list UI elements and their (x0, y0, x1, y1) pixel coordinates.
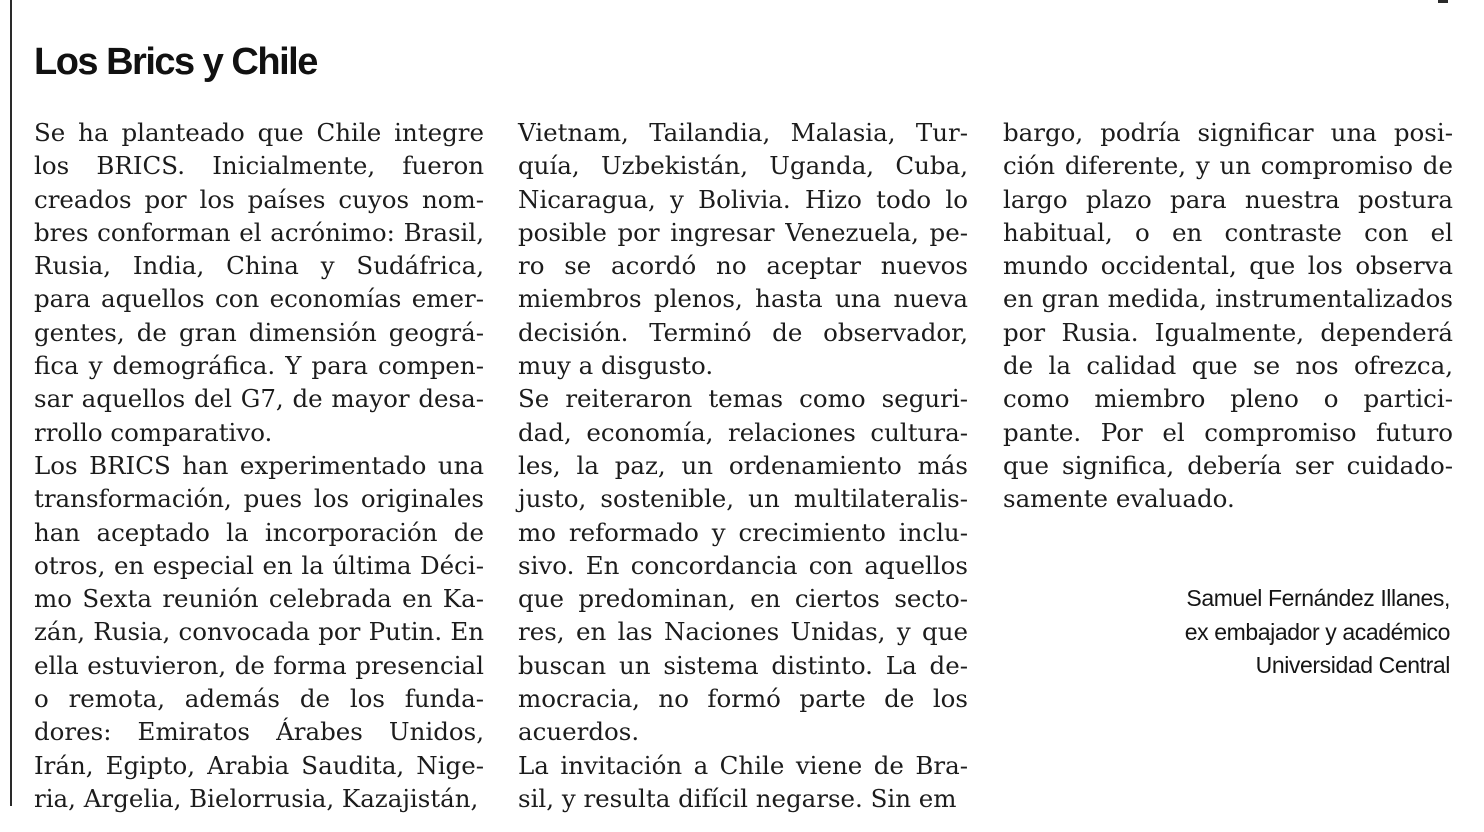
author-institution: Universidad Central (1255, 652, 1450, 678)
paragraph: bargo, podría significar una posición diferente, y un compromiso de largo plazo para nuestra postura habitual, o en contraste con el mundo occidental, que los observa en gran medida, instrumentalizados por Rusia. Igualmente, dependerá de la calidad que se nos ofrezca, como miembro pleno o participante. Por el compromiso futuro que significa, debería ser cuidadosamente evaluado. (1003, 118, 1453, 514)
text-column-1 (34, 116, 484, 815)
paragraph: La invitación a Chile viene de Brasil, y resulta difícil negarse. Sin em (518, 750, 968, 813)
text-column-2 (518, 116, 968, 815)
column-rule (10, 0, 12, 806)
author-role: ex embajador y académico (1184, 618, 1450, 645)
paragraph: Se reiteraron temas como seguridad, economía, relaciones culturales, la paz, un ordenamiento más justo, sostenible, un multilateralismo reformado y crecimiento inclusivo. En concordancia con aquellos que predominan, en ciertos sectores, en las Naciones Unidas, y que buscan un sistema distinto. La democracia, no formó parte de los acuerdos. (518, 384, 968, 747)
author-name: Samuel Fernández Illanes, (1186, 585, 1450, 611)
paragraph: Se ha planteado que Chile integre los BRICS. Inicialmente, fueron creados por los países cuyos nombres conforman el acrónimo: Brasil, Rusia, India, China y Sudáfrica, para aquellos con economías emergentes, de gran dimensión geográfica y demográfica. Y para compensar aquellos del G7, de mayor desarrollo comparativo. (34, 118, 484, 447)
text-column-3 (1003, 116, 1453, 516)
corner-mark (1438, 0, 1448, 3)
paragraph: Los BRICS han experimentado una transformación, pues los originales han aceptado la incorporación de otros, en especial en la última Décimo Sexta reunión celebrada en Kazán, Rusia, convocada por Putin. En ella estuvieron, de forma presencial o remota, además de los fundadores: Emiratos Árabes Unidos, Irán, Egipto, Arabia Saudita, Nigeria, Argelia, Bielorrusia, Kazajistán, (34, 450, 484, 813)
paragraph: Vietnam, Tailandia, Malasia, Turquía, Uzbekistán, Uganda, Cuba, Nicaragua, y Bolivia. Hizo todo lo posible por ingresar Venezuela, pero se acordó no aceptar nuevos miembros plenos, hasta una nueva decisión. Terminó de observador, muy a disgusto. (518, 118, 968, 381)
article-title: Los Brics y Chile (34, 41, 317, 83)
byline (1003, 582, 1450, 683)
